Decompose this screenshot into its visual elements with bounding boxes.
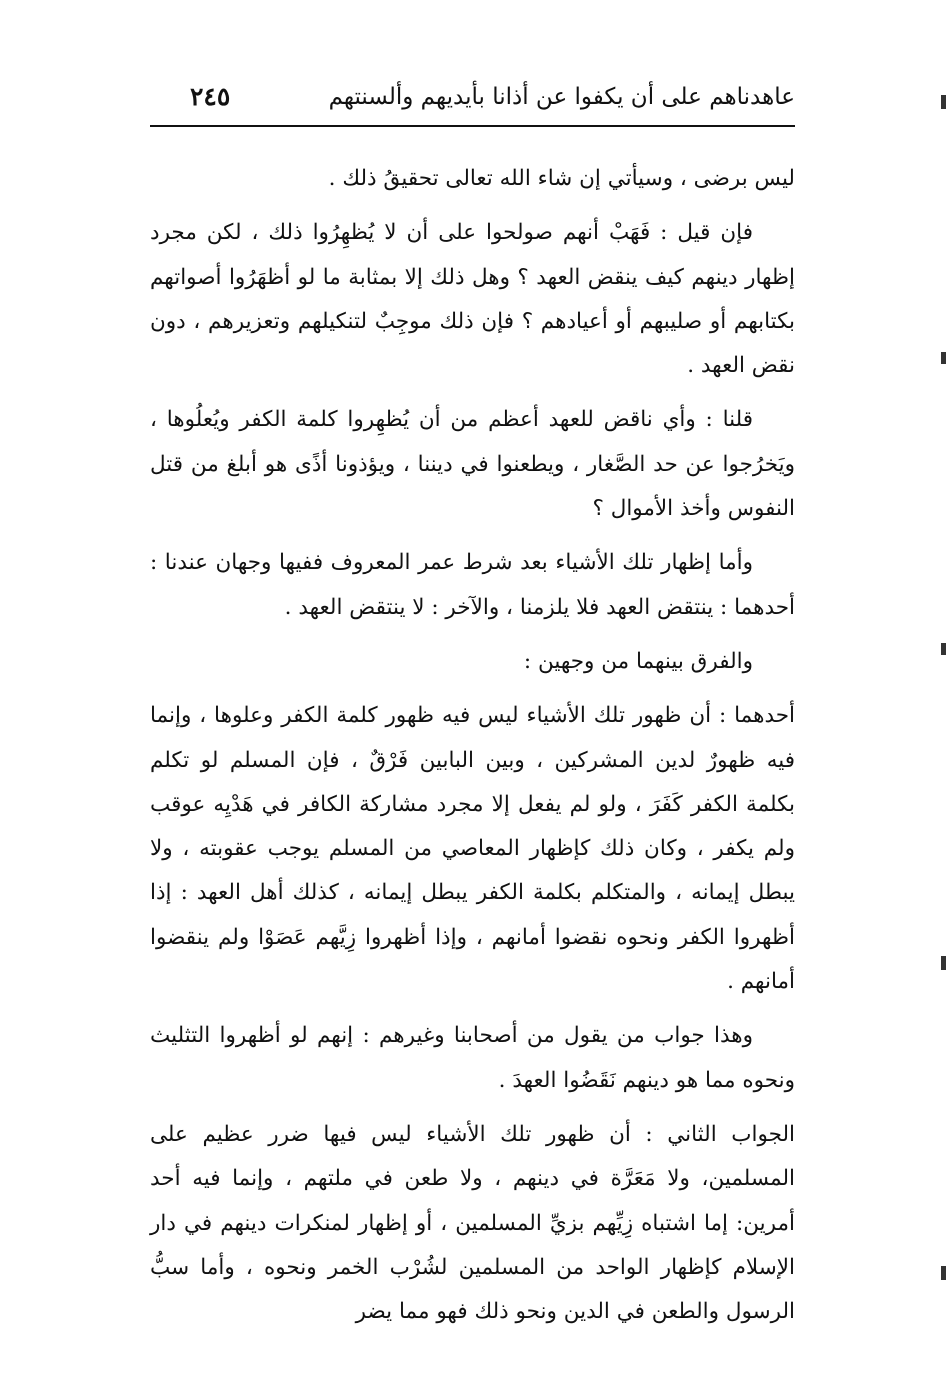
- edge-mark: [941, 95, 946, 109]
- paragraph: وهذا جواب من يقول من أصحابنا وغيرهم : إنهم لو أظهروا التثليث ونحوه مما هو دينهم نَقَضُوا العهدَ .: [150, 1023, 795, 1093]
- paragraph: أحدهما : أن ظهور تلك الأشياء ليس فيه ظهور كلمة الكفر وعلوها ، وإنما فيه ظهورٌ لدين المشركين ، وبين البابين فَرْقٌ ، فإن المسلم لو تكلم بكلمة الكفر كَفَرَ ، ولو لم يفعل إلا مجرد مشاركة الكافر في هَدْيِه عوقب ولم يكفر ، وكان ذلك كإظهار المعاصي من المسلم يوجب عقوبته ، ولا يبطل إيمانه ، والمتكلم بكلمة الكفر يبطل إيمانه ، كذلك أهل العهد : إذا أظهروا الكفر ونحوه نقضوا أمانهم ، وإذا أظهروا زِيَّهم عَصَوْا ولم ينقضوا أمانهم .: [150, 703, 795, 995]
- page-number: ٢٤٥: [190, 82, 231, 111]
- edge-mark: [941, 1266, 946, 1280]
- paragraph: الجواب الثاني : أن ظهور تلك الأشياء ليس فيها ضرر عظيم على المسلمين، ولا مَعَرَّة في دينهم ، ولا طعن في ملتهم ، وإنما فيه أحد أمرين: إما اشتباه زِيِّهم بزيِّ المسلمين ، أو إظهار لمنكرات دينهم في دار الإسلام كإظهار الواحد من المسلمين لشُرْب الخمر ونحوه ، وأما سبُّ الرسول والطعن في الدين ونحو ذلك فهو مما يضر: [150, 1121, 795, 1325]
- paragraph: وأما إظهار تلك الأشياء بعد شرط عمر المعروف ففيها وجهان عندنا : أحدهما : ينتقض العهد فلا يلزمنا ، والآخر : لا ينتقض العهد .: [150, 550, 795, 620]
- page-header: [150, 82, 795, 122]
- edge-mark: [941, 956, 946, 970]
- running-title: عاهدناهم على أن يكفوا عن أذانا بأيديهم وألسنتهم: [328, 84, 795, 110]
- body-text: [150, 157, 795, 1334]
- edge-mark: [941, 643, 946, 655]
- edge-mark: [941, 352, 946, 364]
- paragraph: قلنا : وأي ناقض للعهد أعظم من أن يُظهِروا كلمة الكفر ويُعلُوها ، ويَخرُجوا عن حد الصَّغار ، ويطعنوا في ديننا ، ويؤذونا أذًى هو أبلغ من قتل النفوس وأخذ الأموال ؟: [150, 407, 795, 522]
- paragraph: والفرق بينهما من وجهين :: [523, 648, 753, 674]
- paragraph: فإن قيل : فَهَبْ أنهم صولحوا على أن لا يُظهِرُوا ذلك ، لكن مجرد إظهار دينهم كيف ينقض العهد ؟ وهل ذلك إلا بمثابة ما لو أظهَرُوا أصواتهم بكتابهم أو صليبهم أو أعيادهم ؟ فإن ذلك موجِبٌ لتنكيلهم وتعزيرهم ، دون نقض العهد .: [150, 220, 795, 379]
- header-rule: [150, 125, 795, 127]
- paragraph: ليس برضى ، وسيأتي إن شاء الله تعالى تحقيقُ ذلك .: [328, 166, 795, 191]
